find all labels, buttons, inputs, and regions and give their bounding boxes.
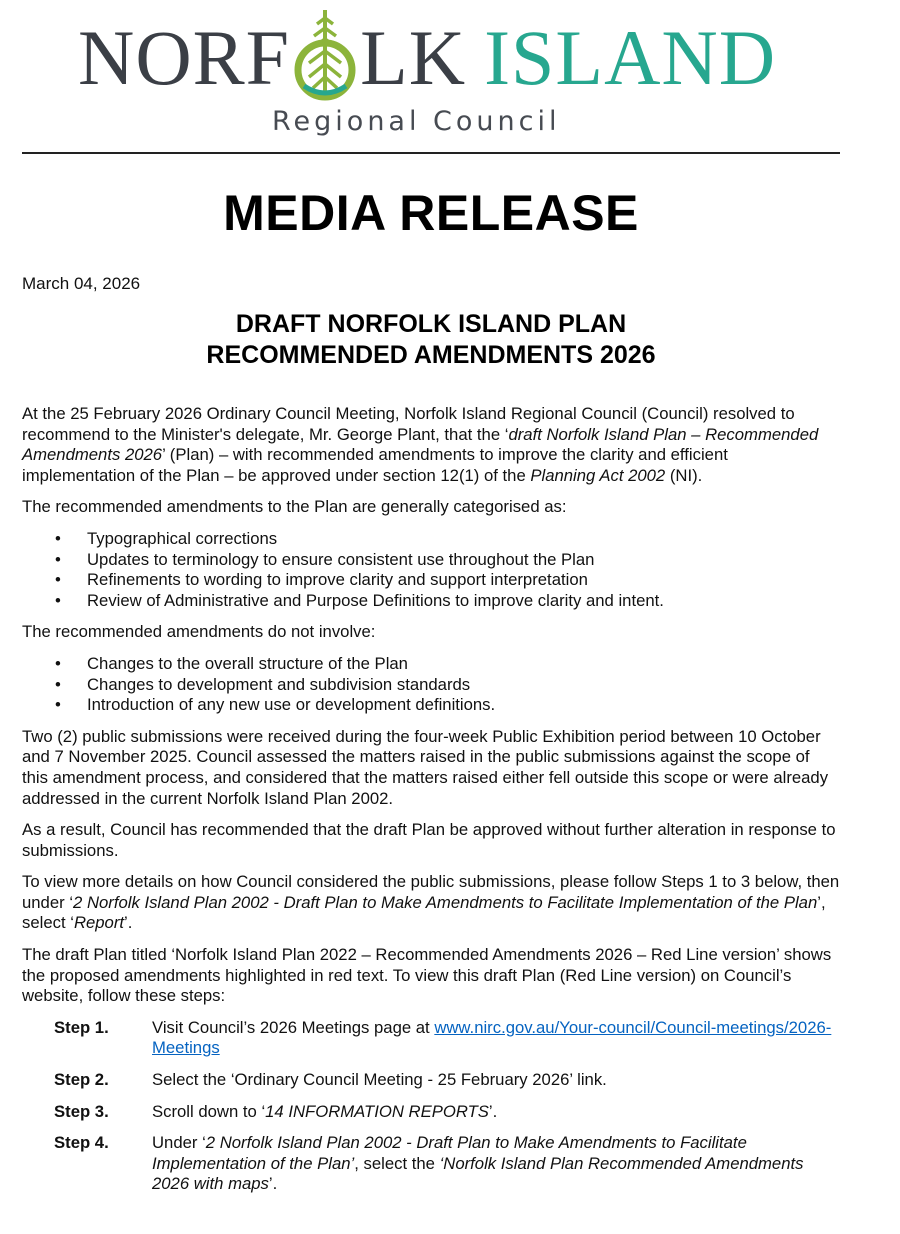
list-item-text: Typographical corrections xyxy=(87,528,278,548)
view-more-item-title: 2 Norfolk Island Plan 2002 - Draft Plan to Make Amendments to Facilitate Implementation of the Plan xyxy=(73,892,818,912)
intro-paragraph xyxy=(22,404,840,486)
result-paragraph: As a result, Council has recommended that the draft Plan be approved without further alteration in response to submissions. xyxy=(22,820,836,860)
council-subtitle: Regional Council xyxy=(272,106,561,137)
logo-text-lk: LK xyxy=(360,14,467,101)
redline-paragraph: The draft Plan titled ‘Norfolk Island Plan 2022 – Recommended Amendments 2026 – Red Line version’ shows the proposed amendments highlighted in red text. To view this draft Plan (Red Line version) on Council’s website, follow these steps: xyxy=(22,945,832,1006)
view-more-paragraph xyxy=(22,872,840,934)
step-document-name: ‘Norfolk Island Plan Recommended Amendments 2026 with maps xyxy=(152,1153,804,1194)
step-text: ’. xyxy=(268,1174,278,1194)
bullet: • xyxy=(55,695,61,715)
bullet: • xyxy=(55,674,61,694)
step-label: Step 2. xyxy=(54,1070,109,1090)
page-title: MEDIA RELEASE xyxy=(223,185,639,241)
step-2 xyxy=(22,1070,840,1091)
headline-line-1: DRAFT NORFOLK ISLAND PLAN xyxy=(235,310,627,338)
list-item xyxy=(22,695,840,716)
step-text: Scroll down to ‘ xyxy=(152,1101,266,1121)
council-logo xyxy=(78,8,776,108)
logo-text-norf: NORF xyxy=(78,14,291,101)
not-involve-list xyxy=(22,654,840,716)
list-item-text: Changes to development and subdivision standards xyxy=(87,674,471,694)
norfolk-pine-icon xyxy=(292,8,358,108)
list-item xyxy=(22,591,840,612)
intro-plan-title: draft Norfolk Island Plan – Recommended Amendments 2026 xyxy=(22,424,819,465)
bullet: • xyxy=(55,549,61,569)
categorised-list xyxy=(22,529,840,611)
headline xyxy=(0,309,862,371)
list-item xyxy=(22,570,840,591)
meetings-page-link[interactable]: www.nirc.gov.au/Your-council/Council-meetings/2026-Meetings xyxy=(152,1017,832,1058)
release-date: March 04, 2026 xyxy=(22,274,141,293)
list-item-text: Updates to terminology to ensure consistent use throughout the Plan xyxy=(87,549,595,569)
intro-text-2: ’ (Plan) – with recommended amendments to improve the clarity and efficient implementation of the Plan – be approved under section 12(1) of the xyxy=(22,445,728,485)
intro-text-3: (NI). xyxy=(665,465,703,485)
release-body xyxy=(22,404,840,1206)
bullet: • xyxy=(55,590,61,610)
view-more-text-1: To view more details on how Council considered the public submissions, please follow Steps 1 to 3 below, then under ‘ xyxy=(22,872,840,912)
step-3 xyxy=(22,1102,840,1123)
step-text: Under ‘ xyxy=(152,1133,206,1153)
view-more-text-3: ’. xyxy=(124,913,133,933)
steps-list xyxy=(22,1018,840,1195)
step-item-name: 2 Norfolk Island Plan 2002 - Draft Plan to Make Amendments to Facilitate Implementation of the Plan’ xyxy=(152,1133,747,1173)
step-label: Step 1. xyxy=(54,1017,109,1037)
list-item-text: Refinements to wording to improve clarity and support interpretation xyxy=(87,570,588,590)
step-text: Select the ‘Ordinary Council Meeting - 25 February 2026’ link. xyxy=(152,1070,607,1090)
submissions-paragraph: Two (2) public submissions were received during the four-week Public Exhibition period between 10 October and 7 November 2025. Council assessed the matters raised in the public submissions against the scope of this amendment process, and considered that the matters raised either fell outside this scope or were already addressed in the current Norfolk Island Plan 2002. xyxy=(22,726,829,808)
view-more-text-2: ’, select ‘ xyxy=(22,892,826,933)
list-item xyxy=(22,529,840,550)
intro-act-title: Planning Act 2002 xyxy=(530,465,666,485)
step-4 xyxy=(22,1133,840,1195)
list-item-text: Changes to the overall structure of the Plan xyxy=(87,653,408,673)
step-item-name: 14 INFORMATION REPORTS xyxy=(265,1101,489,1121)
step-label: Step 4. xyxy=(54,1133,109,1153)
headline-line-2: RECOMMENDED AMENDMENTS 2026 xyxy=(206,341,656,369)
list-item xyxy=(22,675,840,696)
view-more-report: Report xyxy=(73,913,125,933)
list-item xyxy=(22,550,840,571)
bullet: • xyxy=(55,653,61,673)
list-item-text: Introduction of any new use or development definitions. xyxy=(87,695,496,715)
list-item-text: Review of Administrative and Purpose Definitions to improve clarity and intent. xyxy=(87,590,664,610)
step-text: Visit Council’s 2026 Meetings page at xyxy=(152,1017,435,1037)
step-text: , select the xyxy=(354,1153,440,1173)
intro-text-1: At the 25 February 2026 Ordinary Council Meeting, Norfolk Island Regional Council (Council) resolved to recommend to the Minister's delegate, Mr. George Plant, that the ‘ xyxy=(22,404,795,444)
bullet: • xyxy=(55,570,61,590)
step-text: ’. xyxy=(488,1101,498,1121)
logo-text-island: ISLAND xyxy=(484,14,777,101)
bullet: • xyxy=(55,528,61,548)
header-divider xyxy=(22,152,840,154)
step-label: Step 3. xyxy=(54,1101,109,1121)
step-1 xyxy=(22,1018,840,1059)
list-item xyxy=(22,654,840,675)
categorised-lead: The recommended amendments to the Plan are generally categorised as: xyxy=(22,497,567,517)
not-involve-lead: The recommended amendments do not involve: xyxy=(22,622,376,642)
